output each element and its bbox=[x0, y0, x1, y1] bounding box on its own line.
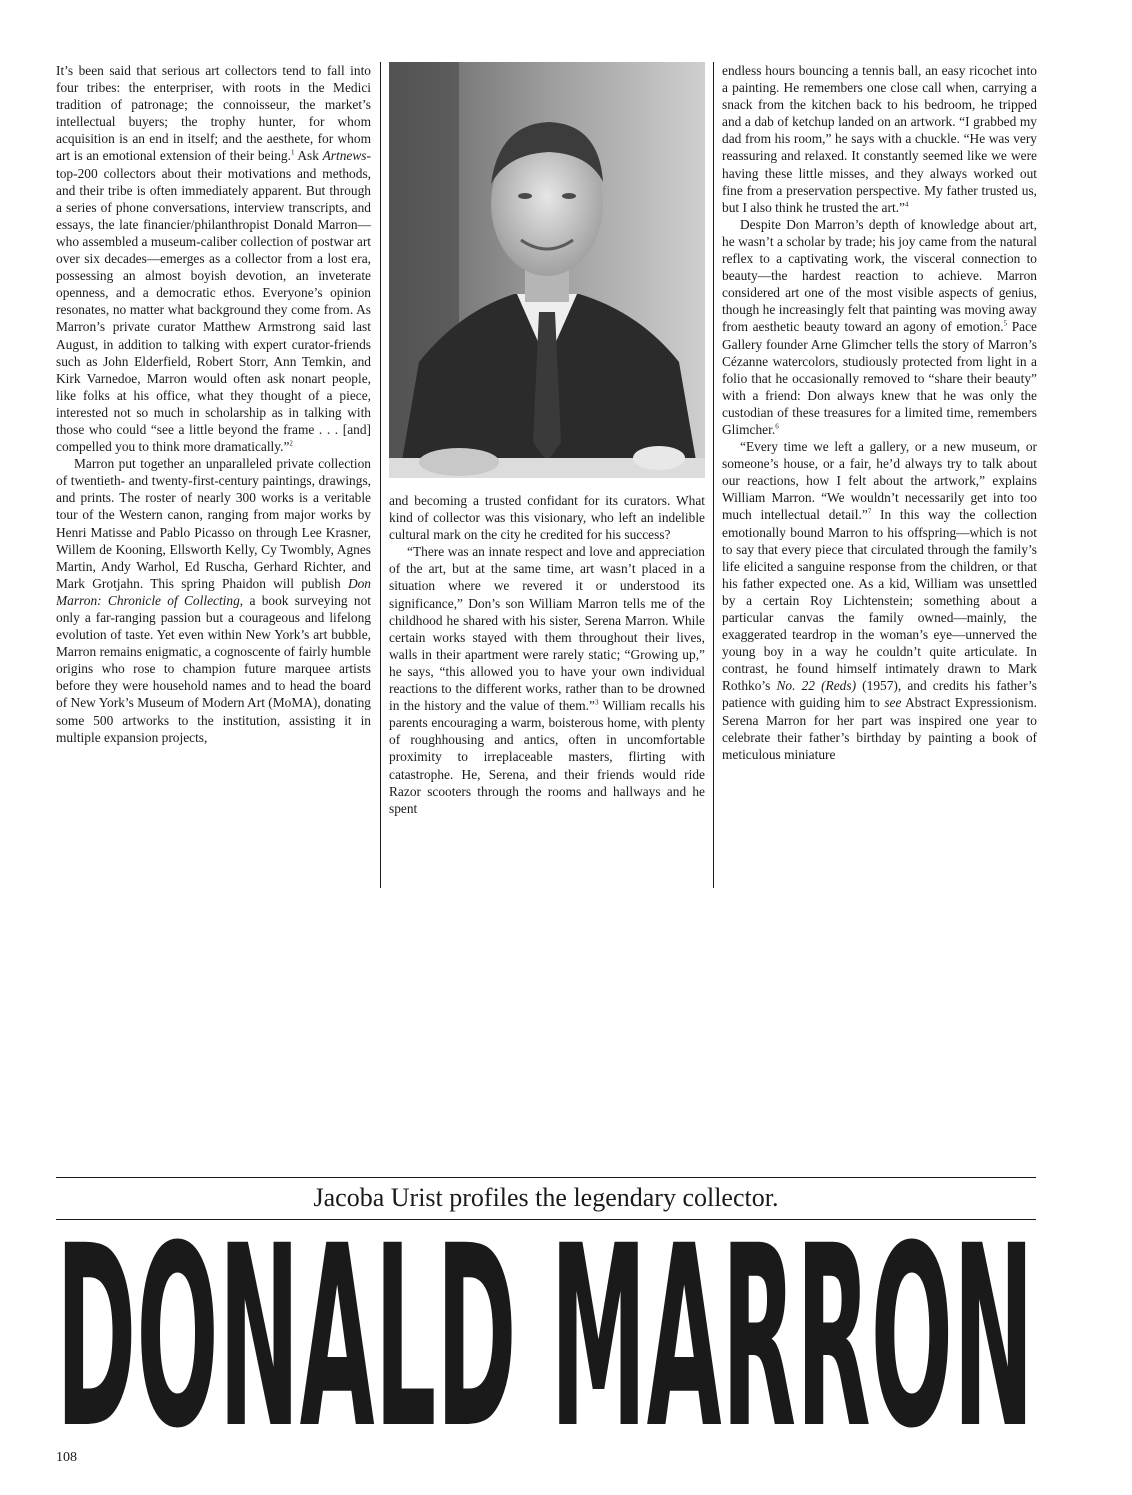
footnote-ref: 2 bbox=[289, 439, 293, 448]
headline-svg bbox=[56, 1236, 1036, 1434]
column-rule bbox=[713, 62, 714, 888]
footnote-ref: 6 bbox=[775, 422, 779, 431]
paragraph: “There was an innate respect and love and appreciation of the art, but at the same time, art wasn’t placed in a situation where we revered it or understood its significance,” Don’s son William Marron tells me of the childhood he shared with his sister, Serena Marron. While certain works stayed with them throughout their lives, walls in their apartment were rarely static; “Growing up,” he says, “this allowed you to have your own individual reactions to the different works, rather than to be drowned in the history and the value of them.”$^3$ William recalls his parents encouraging a warm, boisterous home, with plenty of roughhousing and antics, often in uncomfortable proximity to irreplaceable masters, flirting with catastrophe. He, Serena, and their friends would ride Razor scooters through the rooms and hallways and he spent bbox=[389, 544, 705, 816]
article-column-1 bbox=[56, 62, 371, 746]
bottom-rule bbox=[56, 1219, 1036, 1220]
paragraph: “Every time we left a gallery, or a new museum, or someone’s house, or a fair, he’d always try to talk about our reactions, how I felt about the artwork,” explains William Marron. “We wouldn’t necessarily get into too much intellectual detail.”$^7$ In this way the collection emotionally bound Marron to his offspring—which is not to say that every piece that circulated through the family’s life elicited a sanguine response from the children, or that his father expected one. As a kid, William was unsettled by a certain Roy Lichtenstein; something about a particular canvas the family owned—mainly, the exaggerated teardrop in the woman’s eye—unnerved the young boy in a way he couldn’t quite articulate. In contrast, he found himself intimately drawn to Mark Rothko’s No. 22 (Reds) (1957), and credits his father’s patience with guiding him to see Abstract Expressionism. Serena Marron for her part was inspired one year to celebrate their father’s birthday by painting a book of meticulous miniature bbox=[722, 439, 1037, 762]
paragraph: and becoming a trusted confidant for its curators. What kind of collector was this visionary, who left an indelible cultural mark on the city he credited for his success? bbox=[389, 493, 705, 543]
footnote-ref: 5 bbox=[1003, 319, 1008, 328]
headline bbox=[56, 1236, 1036, 1434]
column-rule bbox=[380, 62, 381, 888]
top-rule bbox=[56, 1177, 1036, 1178]
portrait-illustration bbox=[389, 62, 705, 478]
portrait-photo bbox=[389, 62, 705, 478]
headline-text: DONALD MARRON bbox=[56, 1236, 1034, 1434]
paragraph: It’s been said that serious art collectors tend to fall into four tribes: the enterpriser, with roots in the Medici tradition of patronage; the connoisseur, the market’s intellectual buyers; the trophy hunter, for whom acquisition is an end in itself; and the aesthete, for whom art is an emotional extension of their being.$^1$ Ask Artnews-top-200 collectors about their motivations and methods, and their tribe is often immediately apparent. But through a series of phone conversations, interview transcripts, and essays, the late financier/philanthropist Donald Marron—who assembled a museum-caliber collection of postwar art over six decades—emerges as a collector from a lost era, possessing an almost boyish devotion, an inveterate openness, and a democratic ethos. Everyone’s opinion resonates, no matter what background they come from. As Marron’s private curator Matthew Armstrong said last August, in addition to talking with expert curator-friends such as John Elderfield, Robert Storr, Ann Temkin, and Kirk Varnedoe, Marron would often ask nonart people, like folks at his office, what they thought of a piece, interested not so much in scholarship as in talking with those who could “see a little beyond the frame . . . [and] compelled you to think more dramatically.”$^2$ bbox=[56, 63, 371, 455]
article-column-3 bbox=[722, 62, 1037, 763]
paragraph: Marron put together an unparalleled private collection of twentieth- and twenty-first-century paintings, drawings, and prints. The roster of nearly 300 works is a veritable tour of the Western canon, ranging from major works by Henri Matisse and Pablo Picasso on through Lee Krasner, Willem de Kooning, Ellsworth Kelly, Cy Twombly, Agnes Martin, Andy Warhol, Ed Ruscha, Gerhard Richter, and Mark Grotjahn. This spring Phaidon will publish Don Marron: Chronicle of Collecting, a book surveying not only a far-ranging passion but a courageous and lifelong evolution of taste. Yet even within New York’s art bubble, Marron remains enigmatic, a cognoscente of fairly humble origins who rose to champion future marquee artists before they were household names and to head the board of New York’s Museum of Modern Art (MoMA), donating some 500 artworks to the institution, assisting it in multiple expansion projects, bbox=[56, 456, 371, 745]
footnote-ref: 3 bbox=[594, 698, 599, 707]
footnote-ref: 4 bbox=[904, 200, 909, 209]
article-column-2 bbox=[389, 62, 705, 817]
paragraph: Despite Don Marron’s depth of knowledge about art, he wasn’t a scholar by trade; his joy came from the natural reflex to a captivating work, the visceral connection to beauty—the hardest reaction to achieve. Marron considered art one of the most visible aspects of genius, though he increasingly felt that painting was moving away from aesthetic beauty toward an agony of emotion.$^5$ Pace Gallery founder Arne Glimcher tells the story of Marron’s Cézanne watercolors, studiously protected from light in a folio that he occasionally removed to “share their beauty” with a friend: Don always knew that he was only the custodian of these treasures for a limited time, remembers Glimcher.$^6$ bbox=[722, 216, 1037, 437]
paragraph: endless hours bouncing a tennis ball, an easy ricochet into a painting. He remembers one close call when, carrying a snack from the kitchen back to his bedroom, he tripped and a dab of ketchup landed on an artwork. “I grabbed my dad from his room,” he says with a chuckle. “He was very reassuring and relaxed. It constantly seemed like we were having these little misses, and they always worked out fine from a preservation perspective. My father trusted us, but I also think he trusted the art.”$^4$ bbox=[722, 63, 1037, 215]
footnote-ref: 7 bbox=[867, 507, 872, 516]
subtitle: Jacoba Urist profiles the legendary collector. bbox=[313, 1183, 779, 1212]
page-number: 108 bbox=[56, 1450, 77, 1465]
footnote-ref: 1 bbox=[290, 149, 295, 157]
